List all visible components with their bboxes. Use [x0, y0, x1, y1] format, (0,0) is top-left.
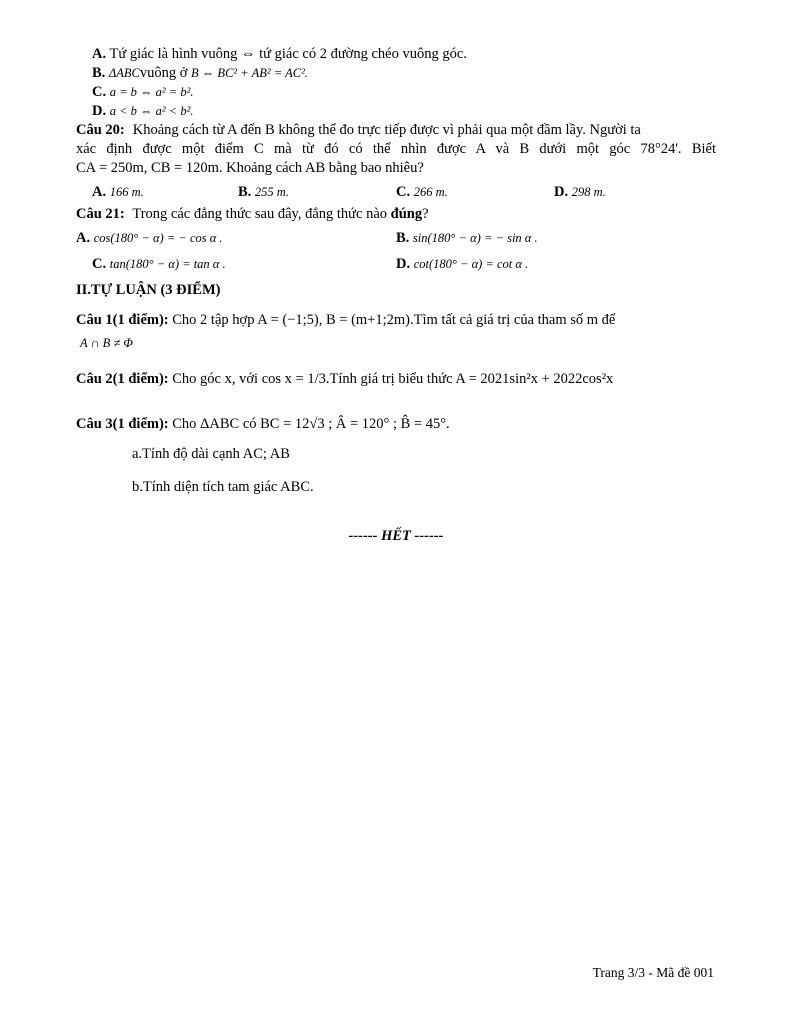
essay-q3: Câu 3(1 điểm): Cho ΔABC có BC = 12√3 ; Â = 120° ; B̂ = 45°.	[76, 416, 450, 432]
essay-heading: II.TỰ LUẬN (3 ĐIỂM)	[76, 282, 221, 298]
q20-line-1: Câu 20: Khoảng cách từ A đến B không thể đo trực tiếp được vì phải qua một đầm lầy. Người ta	[76, 122, 641, 138]
q20-option-a: A. 166 m.	[92, 184, 144, 200]
essay-q3-part-a: a.Tính độ dài cạnh AC; AB	[132, 446, 290, 462]
essay-q1-condition: A ∩ B ≠ Φ	[80, 336, 133, 350]
q21-option-b: B. sin(180° − α) = − sin α .	[396, 230, 538, 246]
end-mark: ------ HẾT ------	[348, 528, 444, 544]
essay-q1: Câu 1(1 điểm): Cho 2 tập hợp A = (−1;5), B = (m+1;2m).Tìm tất cả giá trị của tham số m để	[76, 312, 616, 328]
q20-line-2: xác định được một điểm C mà từ đó có thể nhìn được A và B dưới một góc 78°24'. Biết	[76, 141, 716, 157]
q20-option-d: D. 298 m.	[554, 184, 606, 200]
essay-q2: Câu 2(1 điểm): Cho góc x, với cos x = 1/3.Tính giá trị biểu thức A = 2021sin²x + 2022cos²x	[76, 371, 614, 387]
q20-option-c: C. 266 m.	[396, 184, 448, 200]
q21-stem: Câu 21: Trong các đẳng thức sau đây, đẳng thức nào đúng?	[76, 206, 429, 222]
q21-option-d: D. cot(180° − α) = cot α .	[396, 256, 529, 272]
q19-option-b: B. ΔABCvuông ở B ⇔ BC² + AB² = AC².	[92, 65, 308, 81]
q19-option-d: D. a < b ⇔ a² < b².	[92, 103, 194, 119]
q20-option-b: B. 255 m.	[238, 184, 289, 200]
q19-option-c: C. a = b ⇔ a² = b².	[92, 84, 194, 100]
essay-q3-part-b: b.Tính diện tích tam giác ABC.	[132, 479, 314, 495]
q21-option-a: A. cos(180° − α) = − cos α .	[76, 230, 223, 246]
q20-line-3: CA = 250m, CB = 120m. Khoảng cách AB bằng bao nhiêu?	[76, 160, 424, 176]
q19-option-a: A. Tứ giác là hình vuông ⇔ tứ giác có 2 đường chéo vuông góc.	[92, 46, 467, 62]
q21-option-c: C. tan(180° − α) = tan α .	[92, 256, 226, 272]
page-footer: Trang 3/3 - Mã đề 001	[592, 965, 714, 980]
